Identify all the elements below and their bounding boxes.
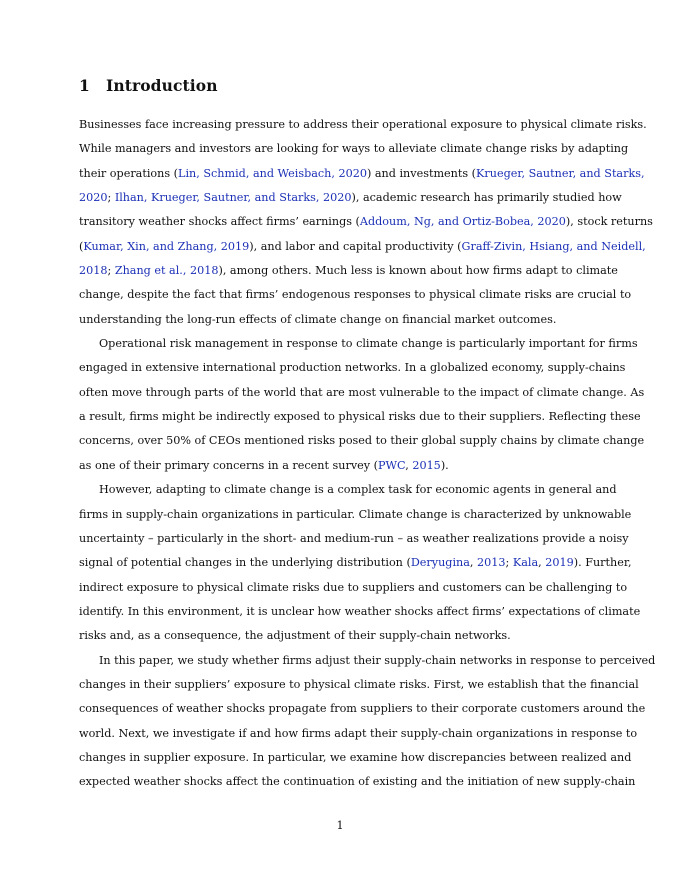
section-title: Introduction — [106, 76, 218, 95]
section-heading — [79, 76, 218, 95]
citation-link[interactable]: Zhang et al., 2018 — [114, 264, 219, 278]
text-line — [79, 478, 617, 502]
text-span: ). Further, — [573, 556, 632, 570]
citation-link[interactable]: Deryugina — [410, 556, 470, 570]
text-line — [79, 113, 647, 137]
text-span: signal of potential changes in the underlying distribution ( — [79, 556, 411, 570]
text-span: ). — [440, 458, 449, 472]
text-span: , — [538, 556, 546, 570]
citation-link[interactable]: Addoum, Ng, and Ortiz-Bobea, 2020 — [359, 215, 566, 229]
paragraph — [79, 332, 645, 478]
text-line — [79, 235, 646, 259]
text-span: However, adapting to climate change is a complex task for economic agents in general and — [99, 483, 617, 497]
text-span: firms in supply-chain organizations in particular. Climate change is characterized by unknowable — [79, 507, 632, 521]
text-span: ( — [79, 239, 84, 253]
text-line — [79, 405, 641, 429]
text-line — [79, 722, 638, 746]
text-line — [79, 259, 618, 283]
section-number: 1 — [79, 76, 90, 95]
paragraph — [79, 649, 656, 795]
citation-link[interactable]: 2015 — [412, 458, 441, 472]
text-span: risks and, as a consequence, the adjustment of their supply-chain networks. — [79, 629, 511, 643]
citation-link[interactable]: Krueger, Sautner, and Starks, — [476, 166, 645, 180]
text-line — [79, 356, 626, 380]
citation-link[interactable]: 2013 — [477, 556, 506, 570]
text-line — [79, 429, 645, 453]
text-line — [79, 576, 628, 600]
text-span: transitory weather shocks affect firms’ earnings ( — [79, 215, 360, 229]
paragraph — [79, 113, 653, 332]
text-span: a result, firms might be indirectly exposed to physical risks due to their suppliers. Reflecting these — [79, 410, 641, 424]
text-line — [79, 137, 629, 161]
citation-link[interactable]: Kala — [512, 556, 539, 570]
text-span: ; — [107, 191, 115, 205]
text-span: understanding the long-run effects of climate change on financial market outcomes. — [79, 312, 557, 326]
text-span: , — [405, 458, 413, 472]
text-line — [79, 162, 645, 186]
text-line — [79, 770, 636, 794]
text-span: While managers and investors are looking for ways to alleviate climate change risks by adapting — [79, 142, 629, 156]
citation-link[interactable]: PWC — [378, 458, 406, 472]
text-line — [79, 746, 632, 770]
text-span: concerns, over 50% of CEOs mentioned risks posed to their global supply chains by climate change — [79, 434, 645, 448]
text-line — [79, 697, 646, 721]
text-span: , — [469, 556, 478, 570]
text-span: consequences of weather shocks propagate from suppliers to their corporate customers around the — [79, 702, 646, 716]
text-span: identify. In this environment, it is unclear how weather shocks affect firms’ expectations of climate — [79, 604, 641, 618]
text-span: ), academic research has primarily studied how — [351, 191, 622, 205]
text-line — [79, 186, 622, 210]
text-span: change, despite the fact that firms’ endogenous responses to physical climate risks are crucial to — [79, 288, 632, 302]
text-span: ; — [107, 264, 115, 278]
text-line — [79, 210, 653, 234]
text-line — [79, 503, 632, 527]
citation-link[interactable]: 2019 — [545, 556, 574, 570]
text-span: often move through parts of the world that are most vulnerable to the impact of climate change. As — [79, 385, 645, 399]
text-span: engaged in extensive international production networks. In a globalized economy, supply-chains — [79, 361, 626, 375]
text-line — [79, 283, 632, 307]
text-span: In this paper, we study whether firms adjust their supply-chain networks in response to perceived — [99, 653, 656, 667]
text-span: changes in supplier exposure. In particular, we examine how discrepancies between realized and — [79, 750, 632, 764]
citation-link[interactable]: 2018 — [79, 264, 108, 278]
text-span: changes in their suppliers’ exposure to physical climate risks. First, we establish that the financial — [79, 677, 639, 691]
text-span: ), stock returns — [565, 215, 653, 229]
text-span: world. Next, we investigate if and how firms adapt their supply-chain organizations in response to — [79, 726, 638, 740]
text-span: ), among others. Much less is known about how firms adapt to climate — [218, 264, 618, 278]
text-line — [79, 551, 632, 575]
page-number: 1 — [336, 819, 344, 832]
text-span: as one of their primary concerns in a recent survey ( — [79, 458, 379, 472]
text-line — [79, 673, 639, 697]
text-span: ) and investments ( — [366, 166, 477, 180]
text-span: ), and labor and capital productivity ( — [249, 239, 462, 253]
text-span: indirect exposure to physical climate risks due to suppliers and customers can be challenging to — [79, 580, 628, 594]
citation-link[interactable]: Lin, Schmid, and Weisbach, 2020 — [178, 166, 367, 180]
text-line — [79, 624, 601, 648]
text-line — [79, 332, 638, 356]
text-span: Operational risk management in response to climate change is particularly important for firms — [99, 337, 638, 351]
text-line — [79, 454, 601, 478]
text-line — [79, 308, 601, 332]
text-span: uncertainty – particularly in the short- and medium-run – as weather realizations provide a noisy — [79, 531, 629, 545]
citation-link[interactable]: Kumar, Xin, and Zhang, 2019 — [83, 239, 250, 253]
text-line — [79, 381, 645, 405]
text-line — [79, 649, 656, 673]
paragraph — [79, 478, 641, 648]
citation-link[interactable]: Ilhan, Krueger, Sautner, and Starks, 2020 — [114, 191, 352, 205]
text-line — [79, 600, 641, 624]
citation-link[interactable]: Graff-Zivin, Hsiang, and Neidell, — [461, 239, 646, 253]
citation-link[interactable]: 2020 — [79, 191, 108, 205]
text-line — [79, 527, 629, 551]
text-span: their operations ( — [79, 166, 179, 180]
text-span: ; — [505, 556, 513, 570]
body-text — [79, 113, 656, 795]
text-span: expected weather shocks affect the continuation of existing and the initiation of new supply-chain — [79, 775, 636, 789]
text-span: Businesses face increasing pressure to address their operational exposure to physical climate risks. — [79, 118, 647, 131]
